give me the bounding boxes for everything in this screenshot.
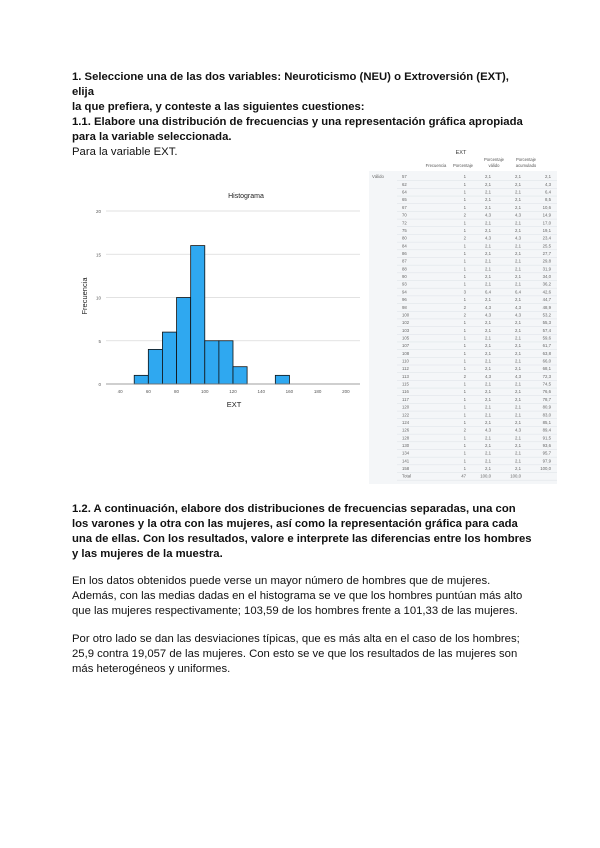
table-cell: 2,1 bbox=[515, 189, 521, 195]
table-cell: 75 bbox=[402, 227, 407, 233]
table-cell: 53,2 bbox=[542, 312, 551, 318]
table-cell: 86 bbox=[402, 251, 407, 256]
table-cell: 2,1 bbox=[545, 174, 551, 180]
table-cell: 4,3 bbox=[515, 212, 521, 218]
table-cell: 117 bbox=[402, 396, 409, 402]
table-cell: 4,3 bbox=[485, 304, 491, 310]
x-tick-label: 180 bbox=[313, 389, 322, 394]
table-cell: 2,1 bbox=[485, 335, 491, 341]
table-cell: 62 bbox=[402, 181, 407, 187]
table-cell: 107 bbox=[402, 343, 410, 349]
answer-variable: Para la variable EXT. bbox=[72, 146, 178, 158]
table-cell: 90 bbox=[402, 274, 407, 280]
table-cell: 2,1 bbox=[485, 443, 491, 448]
table-cell: 2,1 bbox=[485, 343, 491, 349]
table-cell: 44,7 bbox=[542, 297, 551, 303]
table-cell: 2,1 bbox=[515, 274, 521, 280]
table-cell: 2 bbox=[463, 212, 466, 218]
histogram-chart bbox=[78, 183, 368, 415]
table-cell: 4,3 bbox=[485, 212, 491, 218]
table-cell: 65 bbox=[402, 197, 407, 203]
table-cell: 87 bbox=[402, 258, 407, 264]
table-cell: 2,1 bbox=[485, 174, 491, 180]
table-cell: 61,7 bbox=[542, 343, 551, 349]
table-cell: 1 bbox=[463, 358, 466, 364]
table-cell: 23,4 bbox=[542, 235, 551, 241]
table-cell: 2,1 bbox=[515, 251, 521, 256]
x-tick-label: 60 bbox=[145, 389, 151, 394]
table-cell: 95,7 bbox=[542, 450, 551, 456]
table-cell: 36,2 bbox=[542, 281, 551, 287]
table-cell: 1 bbox=[463, 450, 466, 456]
table-cell: 1 bbox=[463, 366, 466, 372]
x-tick-label: 120 bbox=[229, 389, 237, 394]
table-cell: 89,4 bbox=[542, 427, 551, 433]
table-cell: 72,3 bbox=[542, 373, 551, 379]
table-cell: 4,3 bbox=[485, 427, 491, 433]
table-cell: 2,1 bbox=[485, 435, 491, 441]
table-cell: 2,1 bbox=[515, 197, 521, 203]
table-cell: 2,1 bbox=[485, 381, 491, 387]
table-cell: 3 bbox=[463, 289, 466, 295]
header-frecuencia: Frecuencia bbox=[425, 163, 447, 168]
table-cell: 57,4 bbox=[542, 327, 551, 333]
y-tick-label: 20 bbox=[95, 209, 101, 214]
paragraph-2-line-3: más heterogéneos y uniformes. bbox=[72, 663, 231, 675]
table-cell: 1 bbox=[463, 343, 466, 349]
table-cell: 42,6 bbox=[542, 289, 551, 295]
x-axis-label: EXT bbox=[226, 400, 242, 409]
table-cell: 1 bbox=[463, 258, 466, 264]
table-cell: 103 bbox=[402, 327, 410, 333]
table-cell: 55,3 bbox=[542, 320, 551, 326]
table-cell: 27,7 bbox=[542, 251, 551, 256]
table-cell: 4,3 bbox=[515, 427, 521, 433]
table-cell: 2,1 bbox=[515, 181, 521, 187]
x-tick-label: 200 bbox=[342, 389, 350, 394]
table-cell: 2,1 bbox=[485, 281, 491, 287]
table-cell: 96 bbox=[402, 297, 407, 303]
table-cell: 2,1 bbox=[515, 366, 521, 372]
table-cell: 102 bbox=[402, 320, 410, 326]
table-cell: 2,1 bbox=[485, 350, 491, 356]
table-cell: 6,4 bbox=[485, 289, 491, 295]
answer-paragraph-2 bbox=[72, 632, 532, 677]
table-cell: 1 bbox=[463, 458, 466, 464]
table-cell: 2 bbox=[463, 427, 466, 433]
table-cell: 1 bbox=[463, 381, 466, 387]
table-cell: 1 bbox=[463, 396, 466, 402]
table-cell: 2,1 bbox=[485, 251, 491, 256]
table-cell: 100,0 bbox=[510, 473, 521, 479]
table-cell: 2,1 bbox=[515, 281, 521, 287]
histogram-bar bbox=[134, 375, 148, 384]
table-cell: 158 bbox=[402, 466, 410, 472]
table-cell: 2,1 bbox=[515, 435, 521, 441]
table-cell: 2,1 bbox=[485, 412, 491, 418]
table-cell: 1 bbox=[463, 466, 466, 472]
table-cell: 2,1 bbox=[515, 204, 521, 210]
answer-paragraph-1 bbox=[72, 574, 532, 619]
table-cell: 2 bbox=[463, 312, 466, 318]
table-cell: 1 bbox=[463, 274, 466, 280]
table-cell: 2,1 bbox=[515, 227, 521, 233]
y-tick-label: 10 bbox=[95, 295, 101, 301]
table-cell: 4,3 bbox=[485, 373, 491, 379]
table-cell: 2,1 bbox=[485, 181, 491, 187]
table-cell: 31,9 bbox=[542, 266, 551, 272]
table-cell: 113 bbox=[402, 373, 409, 379]
table-cell: 6,4 bbox=[515, 289, 521, 295]
table-cell: 115 bbox=[402, 381, 409, 387]
table-cell: 2 bbox=[463, 373, 466, 379]
table-cell: 48,9 bbox=[542, 304, 551, 310]
histogram-bar bbox=[205, 341, 219, 384]
table-header bbox=[426, 157, 537, 168]
question-1-2-line-3: una de ellas. Con los resultados, valore e interprete las diferencias entre los hombres bbox=[72, 533, 532, 545]
table-cell: 2,1 bbox=[485, 458, 491, 464]
table-cell: 2,1 bbox=[485, 189, 491, 195]
table-cell: 4,3 bbox=[515, 312, 521, 318]
table-cell: 1 bbox=[463, 389, 466, 395]
table-cell: 2,1 bbox=[485, 227, 491, 233]
chart-bars bbox=[134, 246, 289, 384]
table-cell: 2,1 bbox=[515, 220, 521, 226]
row-group-label: Válido bbox=[372, 174, 384, 179]
question-1-1-line-1: 1.1. Elabore una distribución de frecuencias y una representación gráfica apropiada bbox=[72, 116, 523, 128]
y-axis-label: Frecuencia bbox=[80, 277, 89, 315]
table-cell: 4,3 bbox=[545, 181, 551, 187]
table-cell: 47 bbox=[461, 473, 466, 479]
table-cell: 64 bbox=[402, 189, 407, 195]
table-cell: 2,1 bbox=[485, 450, 491, 456]
table-cell: 88 bbox=[402, 266, 407, 272]
table-cell: 4,3 bbox=[515, 235, 521, 241]
table-cell: 68,1 bbox=[542, 366, 551, 372]
y-tick-label: 15 bbox=[95, 252, 101, 258]
table-cell: 2,1 bbox=[485, 466, 491, 472]
table-cell: 2,1 bbox=[515, 320, 521, 326]
table-cell: 93,6 bbox=[542, 443, 551, 448]
table-cell: 17,0 bbox=[542, 220, 551, 226]
table-cell: 2,1 bbox=[515, 381, 521, 387]
table-cell: 141 bbox=[402, 458, 410, 464]
table-cell: 1 bbox=[463, 181, 466, 187]
table-cell: 2,1 bbox=[485, 358, 491, 364]
table-cell: 57 bbox=[402, 174, 407, 180]
table-cell: 8,5 bbox=[545, 197, 551, 203]
header-line: válido bbox=[488, 163, 500, 168]
table-cell: 2,1 bbox=[515, 327, 521, 333]
histogram-bar bbox=[191, 246, 205, 384]
table-cell: 2 bbox=[463, 235, 466, 241]
table-cell: 134 bbox=[402, 450, 410, 456]
paragraph-1-line-1: En los datos obtenidos puede verse un mayor número de hombres que de mujeres. bbox=[72, 575, 491, 587]
header-porcentaje: Porcentaje bbox=[452, 163, 474, 168]
histogram-bar bbox=[162, 332, 176, 384]
x-tick-label: 140 bbox=[257, 389, 265, 394]
table-cell: 2,1 bbox=[515, 174, 521, 180]
table-cell: 2,1 bbox=[515, 389, 521, 395]
table-cell: 98 bbox=[402, 304, 407, 310]
table-cell: 80,9 bbox=[542, 404, 551, 410]
table-cell: 100,0 bbox=[540, 466, 551, 472]
table-cell: 2,1 bbox=[485, 258, 491, 264]
table-cell: 2,1 bbox=[485, 243, 491, 249]
table-cell: 6,4 bbox=[545, 189, 551, 195]
table-cell: 1 bbox=[463, 243, 466, 249]
table-cell: 2,1 bbox=[515, 458, 521, 464]
table-cell: 1 bbox=[463, 404, 466, 410]
table-cell: 100 bbox=[402, 312, 410, 318]
table-cell: 110 bbox=[402, 358, 409, 364]
question-1-heading-line-2: la que prefiera, y conteste a las siguientes cuestiones: bbox=[72, 101, 365, 113]
table-cell: 2,1 bbox=[485, 266, 491, 272]
table-cell: 63,8 bbox=[542, 350, 551, 356]
table-cell: 120 bbox=[402, 404, 410, 410]
table-cell: 1 bbox=[463, 412, 466, 418]
table-cell: 2,1 bbox=[485, 197, 491, 203]
header-line: acumulado bbox=[515, 163, 537, 168]
table-cell: 2,1 bbox=[515, 396, 521, 402]
table-title: EXT bbox=[455, 150, 467, 156]
histogram-bar bbox=[177, 298, 191, 385]
question-1-2-line-1: 1.2. A continuación, elabore dos distribuciones de frecuencias separadas, una con bbox=[72, 503, 516, 515]
table-cell: 1 bbox=[463, 419, 466, 425]
table-cell: 70 bbox=[402, 212, 407, 218]
table-cell: 1 bbox=[463, 320, 466, 326]
x-tick-label: 100 bbox=[201, 389, 209, 394]
table-cell: 29,8 bbox=[542, 258, 551, 264]
table-cell: 2,1 bbox=[485, 389, 491, 395]
table-cell: 122 bbox=[402, 412, 410, 418]
table-cell: 10,6 bbox=[542, 204, 551, 210]
table-cell: 1 bbox=[463, 189, 466, 195]
table-cell: 128 bbox=[402, 435, 410, 441]
table-cell: 2,1 bbox=[515, 343, 521, 349]
paragraph-2-line-2: 25,9 contra 19,057 de las mujeres. Con esto se ve que los resultados de las mujeres son bbox=[72, 648, 518, 660]
frequency-table bbox=[369, 146, 557, 484]
histogram-bar bbox=[233, 367, 247, 384]
paragraph-1-line-2: Además, con las medias dadas en el histograma se ve que los hombres puntúan más alto bbox=[72, 590, 523, 602]
table-cell: 4,3 bbox=[485, 312, 491, 318]
table-cell: 2,1 bbox=[515, 412, 521, 418]
table-cell: 2,1 bbox=[515, 450, 521, 456]
table-cell: 1 bbox=[463, 251, 466, 256]
table-cell: 2,1 bbox=[515, 243, 521, 249]
table-cell: 2,1 bbox=[485, 274, 491, 280]
question-1-2-line-4: y las mujeres de la muestra. bbox=[72, 548, 223, 560]
x-tick-label: 40 bbox=[117, 389, 123, 394]
table-cell: 1 bbox=[463, 227, 466, 233]
table-cell: 108 bbox=[402, 350, 410, 356]
table-cell: 2,1 bbox=[515, 419, 521, 425]
paragraph-2-line-1: Por otro lado se dan las desviaciones típicas, que es más alta en el caso de los hombres; bbox=[72, 633, 520, 645]
table-cell: 112 bbox=[402, 366, 409, 372]
table-cell: 72 bbox=[402, 220, 407, 226]
question-1-1-line-2: para la variable seleccionada. bbox=[72, 131, 232, 143]
table-cell: 1 bbox=[463, 266, 466, 272]
table-cell: 19,1 bbox=[542, 227, 551, 233]
table-cell: 4,3 bbox=[515, 304, 521, 310]
histogram-bar bbox=[148, 349, 162, 384]
table-cell: 2,1 bbox=[515, 350, 521, 356]
chart-title: Histograma bbox=[228, 193, 264, 200]
question-1-heading-line-1: 1. Seleccione una de las dos variables: Neuroticismo (NEU) o Extroversión (EXT), elija bbox=[72, 71, 509, 98]
table-cell: 91,5 bbox=[542, 435, 551, 441]
table-cell: 1 bbox=[463, 335, 466, 341]
table-cell: 76,6 bbox=[542, 389, 551, 395]
table-cell: 2,1 bbox=[485, 297, 491, 303]
table-cell: 1 bbox=[463, 297, 466, 303]
table-cell: 59,6 bbox=[542, 335, 551, 341]
table-cell: 84 bbox=[402, 243, 407, 249]
table-cell: 2,1 bbox=[485, 366, 491, 372]
table-cell: 2,1 bbox=[485, 404, 491, 410]
table-cell: 2,1 bbox=[485, 320, 491, 326]
table-cell: 1 bbox=[463, 204, 466, 210]
table-cell: 2,1 bbox=[515, 258, 521, 264]
table-cell: 1 bbox=[463, 443, 466, 448]
table-cell: 78,7 bbox=[542, 396, 551, 402]
table-cell: 25,5 bbox=[542, 243, 551, 249]
table-cell: 2,1 bbox=[515, 297, 521, 303]
header-line: Porcentaje bbox=[483, 157, 505, 162]
table-cell: 116 bbox=[402, 389, 409, 395]
table-cell: 1 bbox=[463, 174, 466, 180]
header-line: Porcentaje bbox=[515, 157, 537, 162]
table-cell: 34,0 bbox=[542, 274, 551, 280]
table-cell: Total bbox=[402, 473, 412, 479]
table-cell: 74,5 bbox=[542, 381, 551, 387]
table-cell: 2,1 bbox=[485, 220, 491, 226]
question-1-2-block bbox=[72, 502, 532, 562]
table-cell: 4,3 bbox=[485, 235, 491, 241]
table-cell: 97,9 bbox=[542, 458, 551, 464]
table-cell: 2 bbox=[463, 304, 466, 310]
table-cell: 1 bbox=[463, 197, 466, 203]
table-cell: 100,0 bbox=[480, 473, 491, 479]
table-cell: 83,0 bbox=[542, 412, 551, 418]
table-cell: 94 bbox=[402, 289, 407, 295]
table-cell: 1 bbox=[463, 281, 466, 287]
table-cell: 2,1 bbox=[515, 443, 521, 448]
question-1-2-line-2: los varones y la otra con las mujeres, así como la representación gráfica para cada bbox=[72, 518, 518, 530]
table-cell: 2,1 bbox=[515, 266, 521, 272]
table-cell: 105 bbox=[402, 335, 410, 341]
table-cell: 93 bbox=[402, 281, 407, 287]
table-cell: 2,1 bbox=[515, 335, 521, 341]
table-cell: 1 bbox=[463, 350, 466, 356]
table-cell: 2,1 bbox=[515, 404, 521, 410]
table-cell: 124 bbox=[402, 419, 410, 425]
table-cell: 66,0 bbox=[542, 358, 551, 364]
table-cell: 80 bbox=[402, 235, 407, 241]
table-cell: 1 bbox=[463, 327, 466, 333]
table-cell: 2,1 bbox=[485, 327, 491, 333]
table-cell: 67 bbox=[402, 204, 407, 210]
table-cell: 130 bbox=[402, 443, 410, 448]
table-cell: 2,1 bbox=[485, 396, 491, 402]
chart-y-tick-labels bbox=[96, 209, 102, 387]
histogram-bar bbox=[275, 375, 289, 384]
chart-x-tick-labels bbox=[118, 389, 351, 394]
table-cell: 2,1 bbox=[485, 204, 491, 210]
table-cell: 2,1 bbox=[485, 419, 491, 425]
table-cell: 1 bbox=[463, 220, 466, 226]
table-cell: 4,3 bbox=[515, 373, 521, 379]
y-tick-label: 0 bbox=[98, 382, 101, 387]
y-tick-label: 5 bbox=[98, 338, 101, 344]
table-cell: 126 bbox=[402, 427, 410, 433]
x-tick-label: 160 bbox=[285, 389, 294, 394]
table-cell: 85,1 bbox=[542, 419, 551, 425]
table-cell: 14,9 bbox=[542, 212, 551, 218]
table-cell: 2,1 bbox=[515, 358, 521, 364]
x-tick-label: 80 bbox=[174, 389, 180, 394]
histogram-bar bbox=[219, 341, 233, 384]
paragraph-1-line-3: que las mujeres respectivamente; 103,59 de los hombres frente a 101,33 de las mujeres. bbox=[72, 605, 518, 617]
table-cell: 2,1 bbox=[515, 466, 521, 472]
table-cell: 1 bbox=[463, 435, 466, 441]
